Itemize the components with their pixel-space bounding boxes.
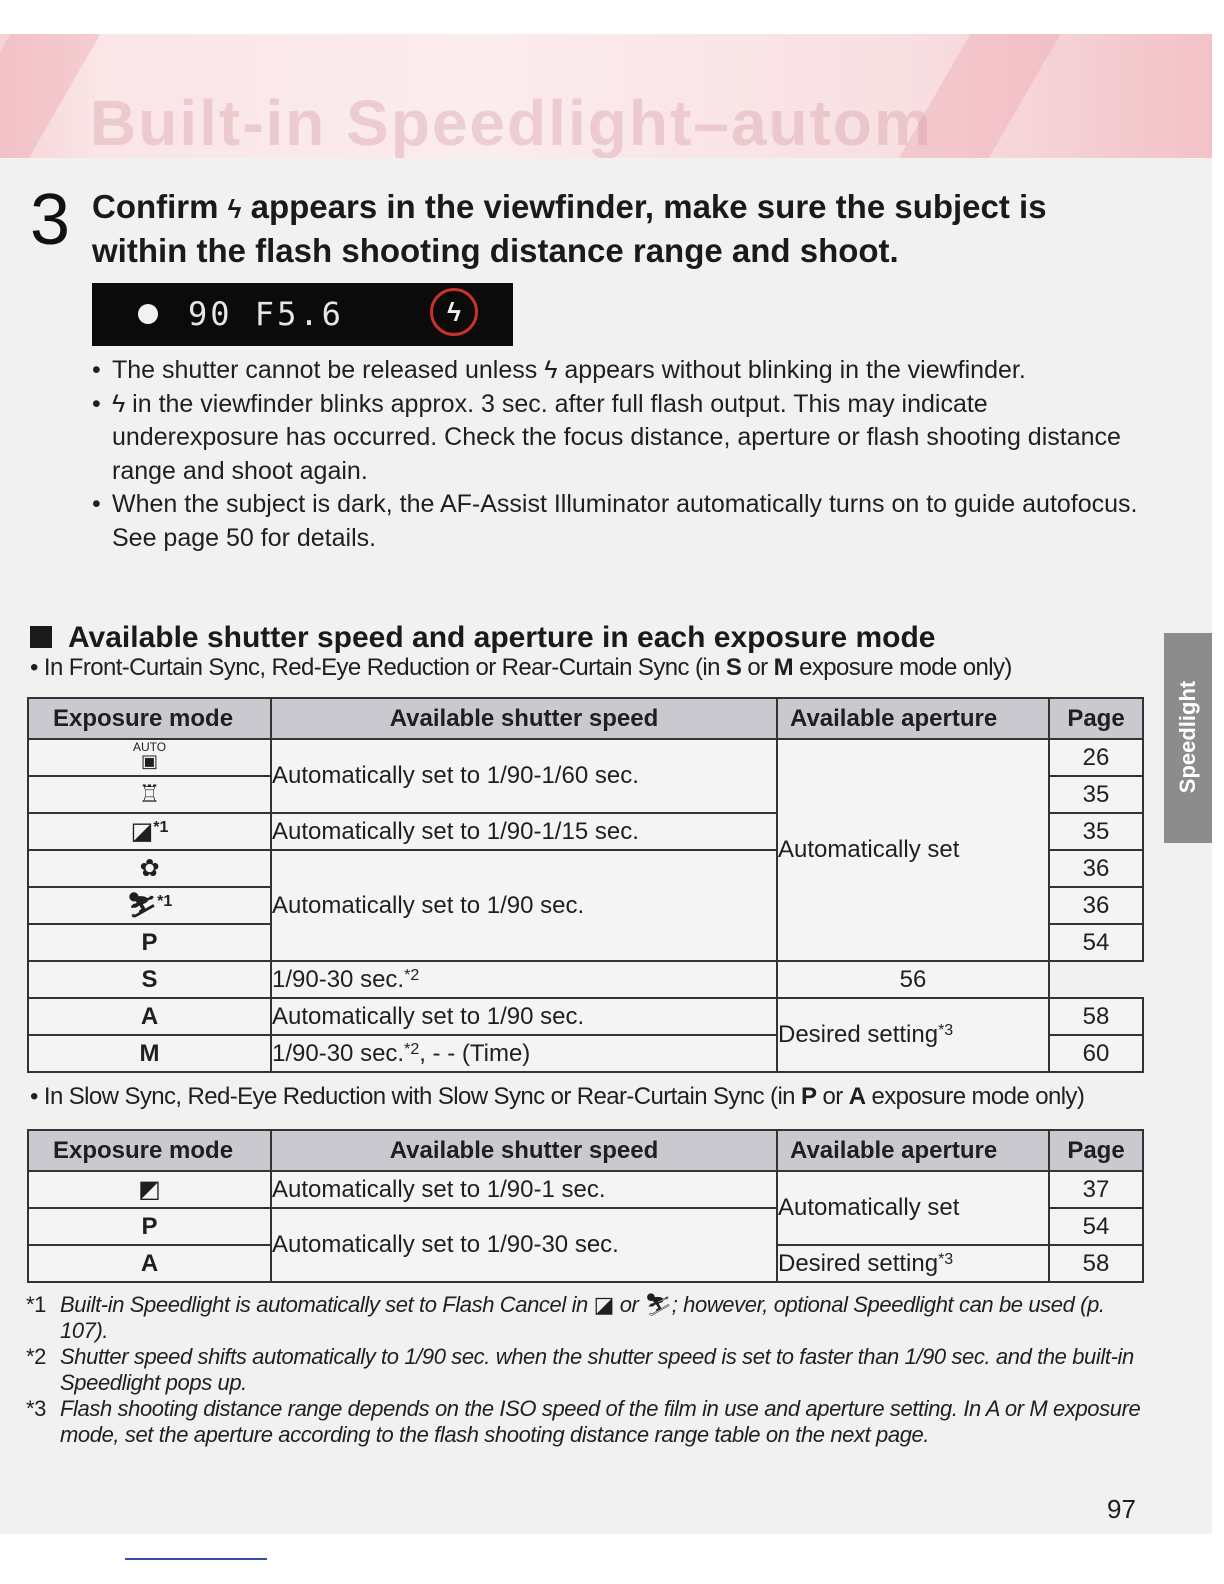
- aperture-cell: [777, 1245, 1049, 1282]
- banner-ghost-title: Built-in Speedlight–autom: [90, 87, 933, 158]
- shutter-cell: Automatically set to 1/90 sec.: [271, 850, 777, 961]
- shutter-text: 1/90-30 sec.: [272, 1039, 405, 1067]
- footnote-mark: *3: [938, 1250, 954, 1268]
- condition-text: • In Slow Sync, Red-Eye Reduction with Slow Sync or Rear-Curtain Sync (in: [30, 1083, 801, 1110]
- camera-icon: ▣: [140, 751, 158, 771]
- page-cell: 58: [1049, 998, 1143, 1035]
- note-text: When the subject is dark, the AF-Assist Illuminator automatically turns on to guide autofocus. See page 50 for details.: [112, 490, 1138, 552]
- aperture-cell: Automatically set: [777, 1171, 1049, 1245]
- exposure-table-2: [27, 1129, 1144, 1283]
- footnote-text: or: [614, 1292, 645, 1317]
- mode-p-label: P: [801, 1083, 817, 1110]
- table-row: [28, 961, 1143, 998]
- note-text: The shutter cannot be released unless: [112, 356, 545, 384]
- auto-mode-icon: [28, 739, 271, 776]
- auto-label: AUTO: [132, 740, 167, 754]
- header-exposure-mode: Exposure mode: [28, 1130, 271, 1171]
- header-shutter-speed: Available shutter speed: [271, 1130, 777, 1171]
- flash-ready-icon: ϟ: [112, 389, 126, 418]
- condition-text: exposure mode only): [865, 1083, 1085, 1110]
- note-item: [92, 488, 1152, 555]
- page-cell: 35: [1049, 813, 1143, 850]
- page-cell: 54: [1049, 924, 1143, 961]
- page-cell: 26: [1049, 739, 1143, 776]
- landscape-mode-icon: ◪: [130, 818, 154, 845]
- table-row: [28, 739, 1143, 776]
- shutter-cell: [271, 1035, 777, 1072]
- step-text-line2: within the flash shooting distance range and shoot.: [92, 232, 899, 269]
- aperture-cell: Automatically set: [777, 739, 1049, 961]
- table-row: [28, 1171, 1143, 1208]
- header-page: Page: [1049, 1130, 1143, 1171]
- shutter-cell: [271, 961, 777, 998]
- mode-p: P: [28, 1208, 271, 1245]
- footnote-mark: *2: [404, 966, 420, 984]
- sports-mode-cell: [28, 887, 271, 924]
- footnote-text: Shutter speed shifts automatically to 1/90 sec. when the shutter speed is set to faster than 1/90 sec. and the built-in Speedlight pops up.: [60, 1344, 1134, 1395]
- heading-square-icon: [30, 626, 52, 648]
- closeup-mode-icon: ✿: [28, 850, 271, 887]
- shutter-text: 1/90-30 sec.: [272, 965, 405, 993]
- footnote-text: ; however, optional Speedlight can be used (p. 107).: [60, 1292, 1105, 1343]
- page-cell: 36: [1049, 887, 1143, 924]
- mode-s-label: S: [725, 654, 742, 681]
- header-aperture: Available aperture: [777, 1130, 1049, 1171]
- page-cell: 60: [1049, 1035, 1143, 1072]
- step-notes: [92, 354, 1152, 555]
- viewfinder-readout: 90 F5.6: [188, 295, 344, 333]
- page-number: 97: [1107, 1494, 1136, 1524]
- mode-s: S: [28, 961, 271, 998]
- flash-ready-icon: ϟ: [544, 356, 558, 384]
- side-tab-label: Speedlight: [1175, 680, 1200, 794]
- footnote-mark: *3: [26, 1396, 46, 1421]
- flash-ready-icon: ϟ: [227, 194, 242, 224]
- exposure-table-1: [27, 697, 1144, 1073]
- aperture-text: Desired setting: [778, 1249, 939, 1277]
- shutter-text: , - - (Time): [419, 1039, 531, 1067]
- footnote-2: [26, 1344, 1146, 1396]
- shutter-cell: Automatically set to 1/90 sec.: [271, 998, 777, 1035]
- focus-indicator-icon: [138, 304, 158, 324]
- chapter-side-tab[interactable]: [1164, 633, 1212, 843]
- mode-a-label: A: [848, 1083, 866, 1110]
- footnote-mark: *1: [26, 1292, 46, 1317]
- header-aperture: Available aperture: [777, 698, 1049, 739]
- footnotes: [26, 1292, 1146, 1448]
- night-portrait-mode-icon: ◩: [28, 1171, 271, 1208]
- table-header-row: [28, 698, 1143, 739]
- page-cell: 58: [1049, 1245, 1143, 1282]
- footnote-mark: *2: [26, 1344, 46, 1369]
- mode-a: A: [28, 998, 271, 1035]
- mode-a: A: [28, 1245, 271, 1282]
- section-heading-text: Available shutter speed and aperture in each exposure mode: [68, 621, 936, 654]
- viewfinder-display: [92, 283, 513, 346]
- landscape-mode-icon: ◪: [593, 1292, 614, 1317]
- bottom-rule: [125, 1558, 267, 1560]
- shutter-cell: Automatically set to 1/90-1/15 sec.: [271, 813, 777, 850]
- page-cell: 56: [777, 961, 1049, 998]
- note-text: in the viewfinder blinks approx. 3 sec. after full flash output. This may indicate underexposure has occurred. Check the focus distance, aperture or flash shooting distance range and shoot again.: [112, 389, 1121, 485]
- mode-m-label: M: [773, 654, 793, 681]
- step-instruction: [92, 186, 1172, 271]
- table-header-row: [28, 1130, 1143, 1171]
- header-shutter-speed: Available shutter speed: [271, 698, 777, 739]
- shutter-cell: Automatically set to 1/90-1 sec.: [271, 1171, 777, 1208]
- condition-text: or: [741, 654, 774, 681]
- footnote-mark: *1: [153, 819, 169, 836]
- table1-condition: [30, 652, 1012, 684]
- chapter-banner: [0, 34, 1212, 158]
- footnote-mark: *1: [157, 893, 173, 910]
- condition-text: exposure mode only): [793, 654, 1012, 681]
- aperture-cell: [777, 998, 1049, 1072]
- note-item: [92, 388, 1152, 489]
- mode-p: P: [28, 924, 271, 961]
- step-text-part: Confirm: [92, 188, 228, 225]
- portrait-mode-icon: ♖: [28, 776, 271, 813]
- table2-condition: [30, 1081, 1084, 1113]
- shutter-cell: Automatically set to 1/90-1/60 sec.: [271, 739, 777, 813]
- footnote-mark: *3: [938, 1022, 954, 1039]
- footnote-1: [26, 1292, 1146, 1344]
- condition-text: • In Front-Curtain Sync, Red-Eye Reduction or Rear-Curtain Sync (in: [30, 654, 726, 681]
- header-page: Page: [1049, 698, 1143, 739]
- note-item: [92, 354, 1152, 388]
- condition-text: or: [816, 1083, 849, 1110]
- footnote-mark: *2: [404, 1040, 420, 1058]
- landscape-mode-cell: [28, 813, 271, 850]
- mode-m: M: [28, 1035, 271, 1072]
- shutter-cell: Automatically set to 1/90-30 sec.: [271, 1208, 777, 1282]
- page-cell: 37: [1049, 1171, 1143, 1208]
- aperture-text: Desired setting: [778, 1021, 939, 1048]
- header-exposure-mode: Exposure mode: [28, 698, 271, 739]
- page-cell: 36: [1049, 850, 1143, 887]
- step-number: 3: [30, 180, 71, 260]
- footnote-text: Built-in Speedlight is automatically set to Flash Cancel in: [60, 1292, 594, 1317]
- footnote-3: [26, 1396, 1146, 1448]
- flash-ready-indicator-icon: ϟ: [430, 288, 478, 336]
- page-cell: 35: [1049, 776, 1143, 813]
- table-row: [28, 998, 1143, 1035]
- page-cell: 54: [1049, 1208, 1143, 1245]
- sports-mode-icon: ⛷: [126, 892, 158, 919]
- sports-mode-icon: ⛷: [644, 1292, 672, 1317]
- step-text-part: appears in the viewfinder, make sure the subject is: [241, 188, 1047, 225]
- footnote-text: Flash shooting distance range depends on the ISO speed of the film in use and aperture setting. In A or M exposure mode, set the aperture according to the flash shooting distance range table on the next page.: [60, 1396, 1141, 1447]
- note-text: appears without blinking in the viewfinder.: [557, 356, 1026, 384]
